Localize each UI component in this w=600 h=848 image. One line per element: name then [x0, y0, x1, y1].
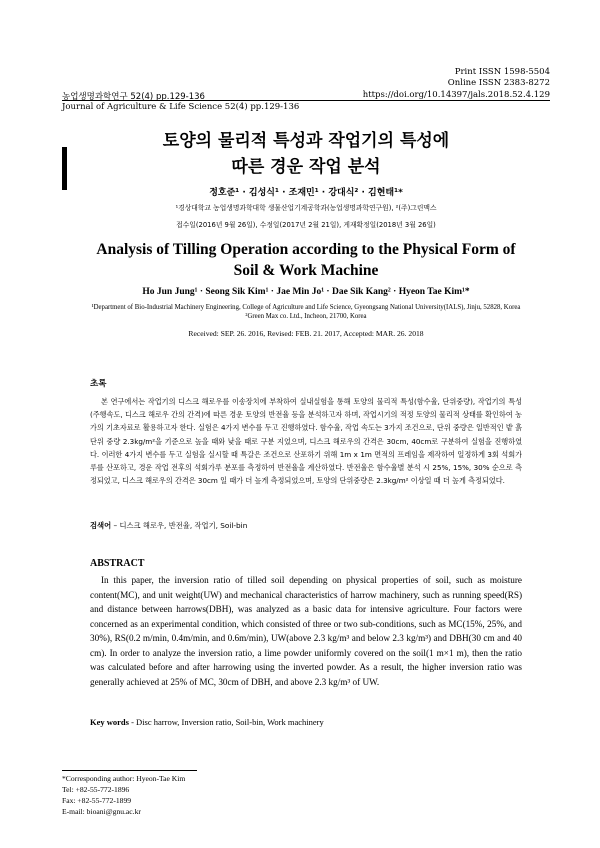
footnote-email[interactable]: E-mail: bioani@gnu.ac.kr: [62, 807, 141, 816]
print-issn: Print ISSN 1598-5504: [454, 67, 550, 77]
korean-title-line1: 토양의 물리적 특성과 작업기의 특성에: [162, 131, 450, 151]
english-title-line1: Analysis of Tilling Operation according to the Physical Form of: [96, 241, 516, 258]
korean-keywords-label: 검색어: [90, 521, 112, 530]
footnote-fax: Fax: +82-55-772-1899: [62, 796, 132, 805]
online-issn: Online ISSN 2383-8272: [447, 78, 550, 88]
english-keywords: [90, 717, 324, 727]
english-authors: Ho Jun Jung¹ · Seong Sik Kim¹ · Jae Min Jo¹ · Dae Sik Kang² · Hyeon Tae Kim¹*: [142, 287, 470, 297]
header-rule: [62, 100, 550, 101]
korean-keywords: [90, 521, 247, 531]
korean-affiliation: ¹경상대학교 농업생명과학대학 생물산업기계공학과(농업생명과학연구원), ²(주)그린맥스: [175, 204, 437, 212]
footnote-rule: [62, 770, 197, 771]
journal-korean-citation: 농업생명과학연구 52(4) pp.129-136: [62, 92, 205, 102]
english-affiliation-1: ¹Department of Bio-Industrial Machinery Engineering, College of Agriculture and Life Science, Gyeongsang National University(IALS), Jinju, 52828, Korea: [91, 304, 521, 311]
doi-link[interactable]: https://doi.org/10.14397/jals.2018.52.4.129: [362, 90, 550, 100]
korean-authors: 정호준¹ · 김성식¹ · 조재민¹ · 강대식² · 김현태¹*: [209, 188, 403, 198]
korean-abstract-heading: 초록: [90, 379, 107, 389]
english-affiliation-2: ²Green Max co. Ltd., Incheon, 21700, Korea: [245, 313, 367, 320]
received-dates: Received: SEP. 26. 2016, Revised: FEB. 21. 2017, Accepted: MAR. 26. 2018: [188, 329, 424, 338]
footnote-tel: Tel: +82-55-772-1896: [62, 785, 130, 794]
english-abstract-heading: ABSTRACT: [90, 558, 145, 569]
footnote-corresponding-author: *Corresponding author: Hyeon-Tae Kim: [62, 774, 186, 783]
english-abstract-body: In this paper, the inversion ratio of tilled soil depending on physical properties of soil, such as moisture content(MC), and unit weight(UW) and mechanical characteristics of harrow machinery, such as running speed(RS) and distance between harrows(DBH), was analyzed as a basic data for intensive agriculture. Four factors were concerned as an experimental condition, which consisted of three or two sub-conditions, such as MC(15%, 25%, and 30%), RS(0.2 m/min, 0.4m/min, and 0.6m/min), UW(above 2.3 kg/m³ and below 2.3 kg/m³) and DBH(30 cm and 40 cm). In order to analyze the inversion ratio, a lime powder uniformly covered on the soil(1 m×1 m), then the ratio was calculated before and after harrowing using the inverted powder. As a result, the higher inversion ratio was generally achieved at 25% of MC, 30cm of DBH, and above 2.3 kg/m³ of UW.: [90, 575, 522, 687]
korean-title-line2: 따른 경운 작업 분석: [231, 157, 381, 177]
english-keywords-label: Key words: [90, 717, 129, 727]
english-title-line2: Soil & Work Machine: [233, 262, 379, 279]
korean-dates: 접수일(2016년 9월 26일), 수정일(2017년 2월 21일), 게재확정일(2018년 3월 26일): [176, 221, 436, 229]
korean-keywords-text: – 디스크 해로우, 반전율, 작업기, Soil-bin: [111, 521, 248, 530]
korean-abstract-body: 본 연구에서는 작업기의 디스크 해로우를 이송장치에 부착하여 실내실험을 통해 토양의 물리적 특성(함수율, 단위중량), 작업기의 특성(주행속도, 디스크 해로우 간의 간격)에 따른 경운 토양의 반전율 등을 분석하고자 하며, 작업시기의 적정 토양의 물리적 상태를 확인하여 농가의 기초자료로 활용하고자 한다. 실험은 4가지 변수를 두고 진행하였다. 함수율, 작업 속도는 3가지 조건으로, 단위 중량은 일반적인 밭 흙 단위 중량 2.3kg/m²을 기준으로 높을 때와 낮을 때로 구분 지었으며, 디스크 해로우의 간격은 30cm, 40cm로 구분하여 실험을 진행하였다. 이러한 4가지 변수를 두고 실험을 실시할 때 특갈은 조건으로 산포하기 위해 1m x 1m 면적의 프레임을 제작하여 일정하게 3회 석회가루를 산포하고, 경운 작업 전후의 석회가루 분포를 측정하여 반전율을 계산하였다. 반전율은 함수율별 분석 시 25%, 15%, 30% 순으로 측정되었고, 디스크 해로우의 간격은 30cm 일 때가 더 높게 측정되었으며, 토양의 단위중량은 2.3kg/m² 이상일 때 더 높게 측정되었다.: [90, 397, 522, 486]
journal-english-citation: Journal of Agriculture & Life Science 52(4) pp.129-136: [62, 102, 300, 112]
english-keywords-text: - Disc harrow, Inversion ratio, Soil-bin, Work machinery: [128, 717, 324, 727]
